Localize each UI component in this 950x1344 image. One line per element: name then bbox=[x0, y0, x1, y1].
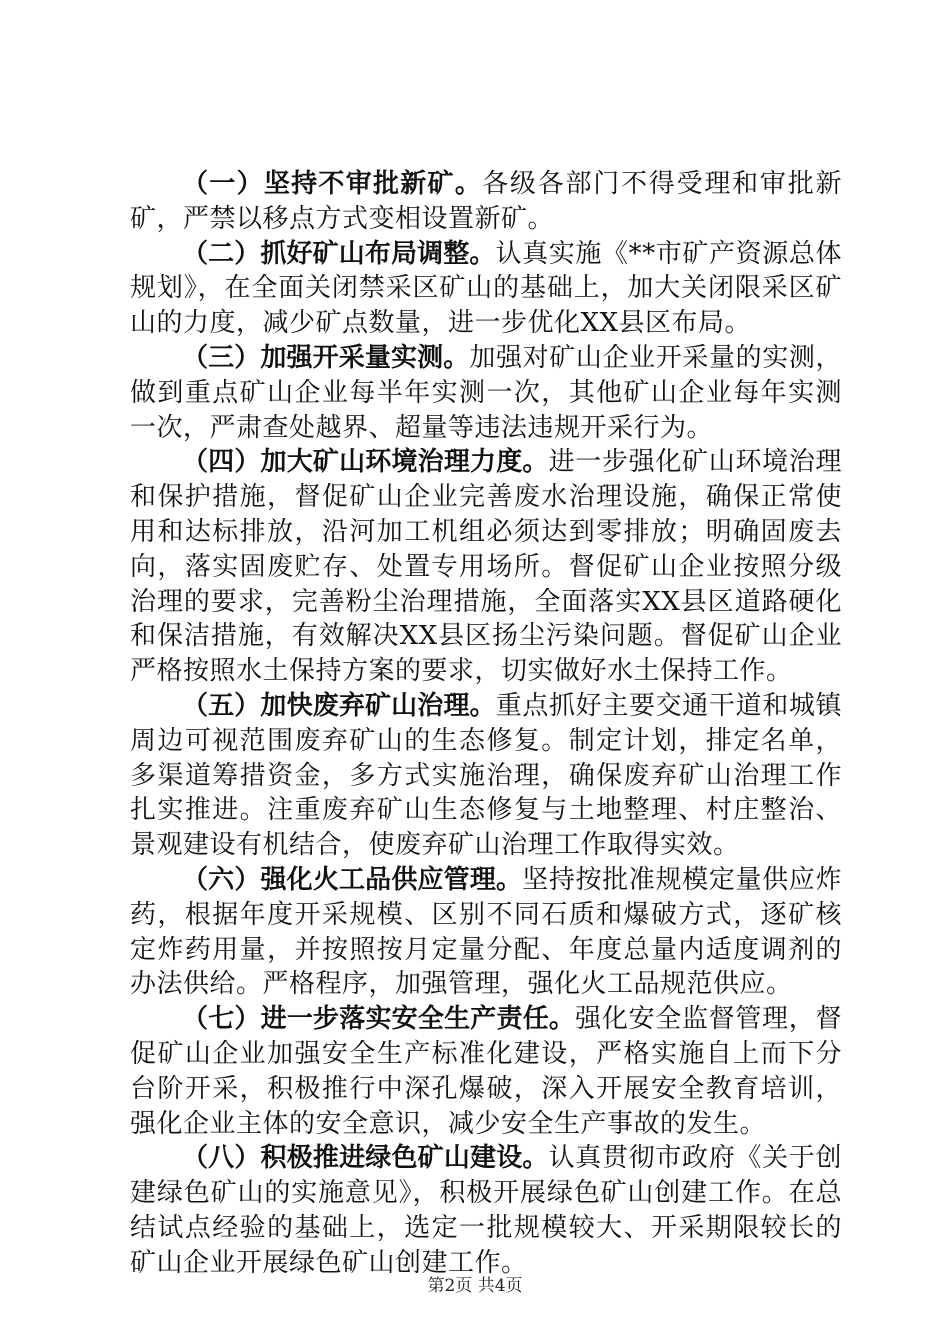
paragraph-text: 认真贯彻市政府《关于创建绿色矿山的实施意见》，积极开展绿色矿山创建工作。在总结试点经验的基础上，选定一批规模较大、开采期限较长的矿山企业开展绿色矿山创建工作。 bbox=[130, 1143, 842, 1278]
paragraph-text: 坚持按批准规模定量供应炸药，根据年度开采规模、区别不同石质和爆破方式，逐矿核定炸药用量，并按照按月定量分配、年度总量内适度调剂的办法供给。严格程序，加强管理，强化火工品规范供应。 bbox=[130, 864, 842, 1000]
paragraph-heading: （三）加强开采量实测。 bbox=[182, 342, 470, 373]
paragraph-6 bbox=[130, 863, 842, 1002]
paragraph-heading: （四）加大矿山环境治理力度。 bbox=[182, 447, 549, 478]
paragraph-text: 认真实施《**市矿产资源总体规划》，在全面关闭禁采区矿山的基础上，加大关闭限采区矿山的力度，减少矿点数量，进一步优化XX县区布局。 bbox=[130, 238, 842, 339]
document-body bbox=[130, 167, 842, 1281]
paragraph-heading: （二）抓好矿山布局调整。 bbox=[182, 238, 496, 269]
paragraph-text: 重点抓好主要交通干道和城镇周边可视范围废弃矿山的生态修复。制定计划，排定名单，多渠道筹措资金，多方式实施治理，确保废弃矿山治理工作扎实推进。注重废弃矿山生态修复与土地整理、村庄整治、景观建设有机结合，使废弃矿山治理工作取得实效。 bbox=[130, 690, 842, 861]
paragraph-heading: （七）进一步落实安全生产责任。 bbox=[182, 1004, 576, 1035]
paragraph-3 bbox=[130, 341, 842, 445]
paragraph-text: 强化安全监督管理，督促矿山企业加强安全生产标准化建设，严格实施自上而下分台阶开采，积极推行中深孔爆破，深入开展安全教育培训，强化企业主体的安全意识，减少安全生产事故的发生。 bbox=[130, 1004, 842, 1139]
paragraph-8 bbox=[130, 1141, 842, 1280]
paragraph-heading: （五）加快废弃矿山治理。 bbox=[182, 690, 496, 721]
paragraph-2 bbox=[130, 237, 842, 341]
paragraph-heading: （八）积极推进绿色矿山建设。 bbox=[182, 1143, 549, 1174]
paragraph-1 bbox=[130, 167, 842, 237]
paragraph-7 bbox=[130, 1002, 842, 1141]
paragraph-text: 进一步强化矿山环境治理和保护措施，督促矿山企业完善废水治理设施，确保正常使用和达标排放，沿河加工机组必须达到零排放；明确固废去向，落实固废贮存、处置专用场所。督促矿山企业按照分级治理的要求，完善粉尘治理措施，全面落实XX县区道路硬化和保洁措施，有效解决XX县区扬尘污染问题。督促矿山企业严格按照水土保持方案的要求，切实做好水土保持工作。 bbox=[130, 447, 842, 687]
page-number-footer: 第2页 共4页 bbox=[427, 1276, 523, 1296]
paragraph-text: 加强对矿山企业开采量的实测，做到重点矿山企业每半年实测一次，其他矿山企业每年实测一次，严肃查处越界、超量等违法违规开采行为。 bbox=[130, 342, 842, 443]
paragraph-heading: （一）坚持不审批新矿。 bbox=[182, 169, 483, 199]
paragraph-4 bbox=[130, 445, 842, 689]
paragraph-text: 各级各部门不得受理和审批新矿，严禁以移点方式变相设置新矿。 bbox=[130, 169, 842, 234]
paragraph-5 bbox=[130, 689, 842, 863]
paragraph-heading: （六）强化火工品供应管理。 bbox=[182, 864, 523, 895]
